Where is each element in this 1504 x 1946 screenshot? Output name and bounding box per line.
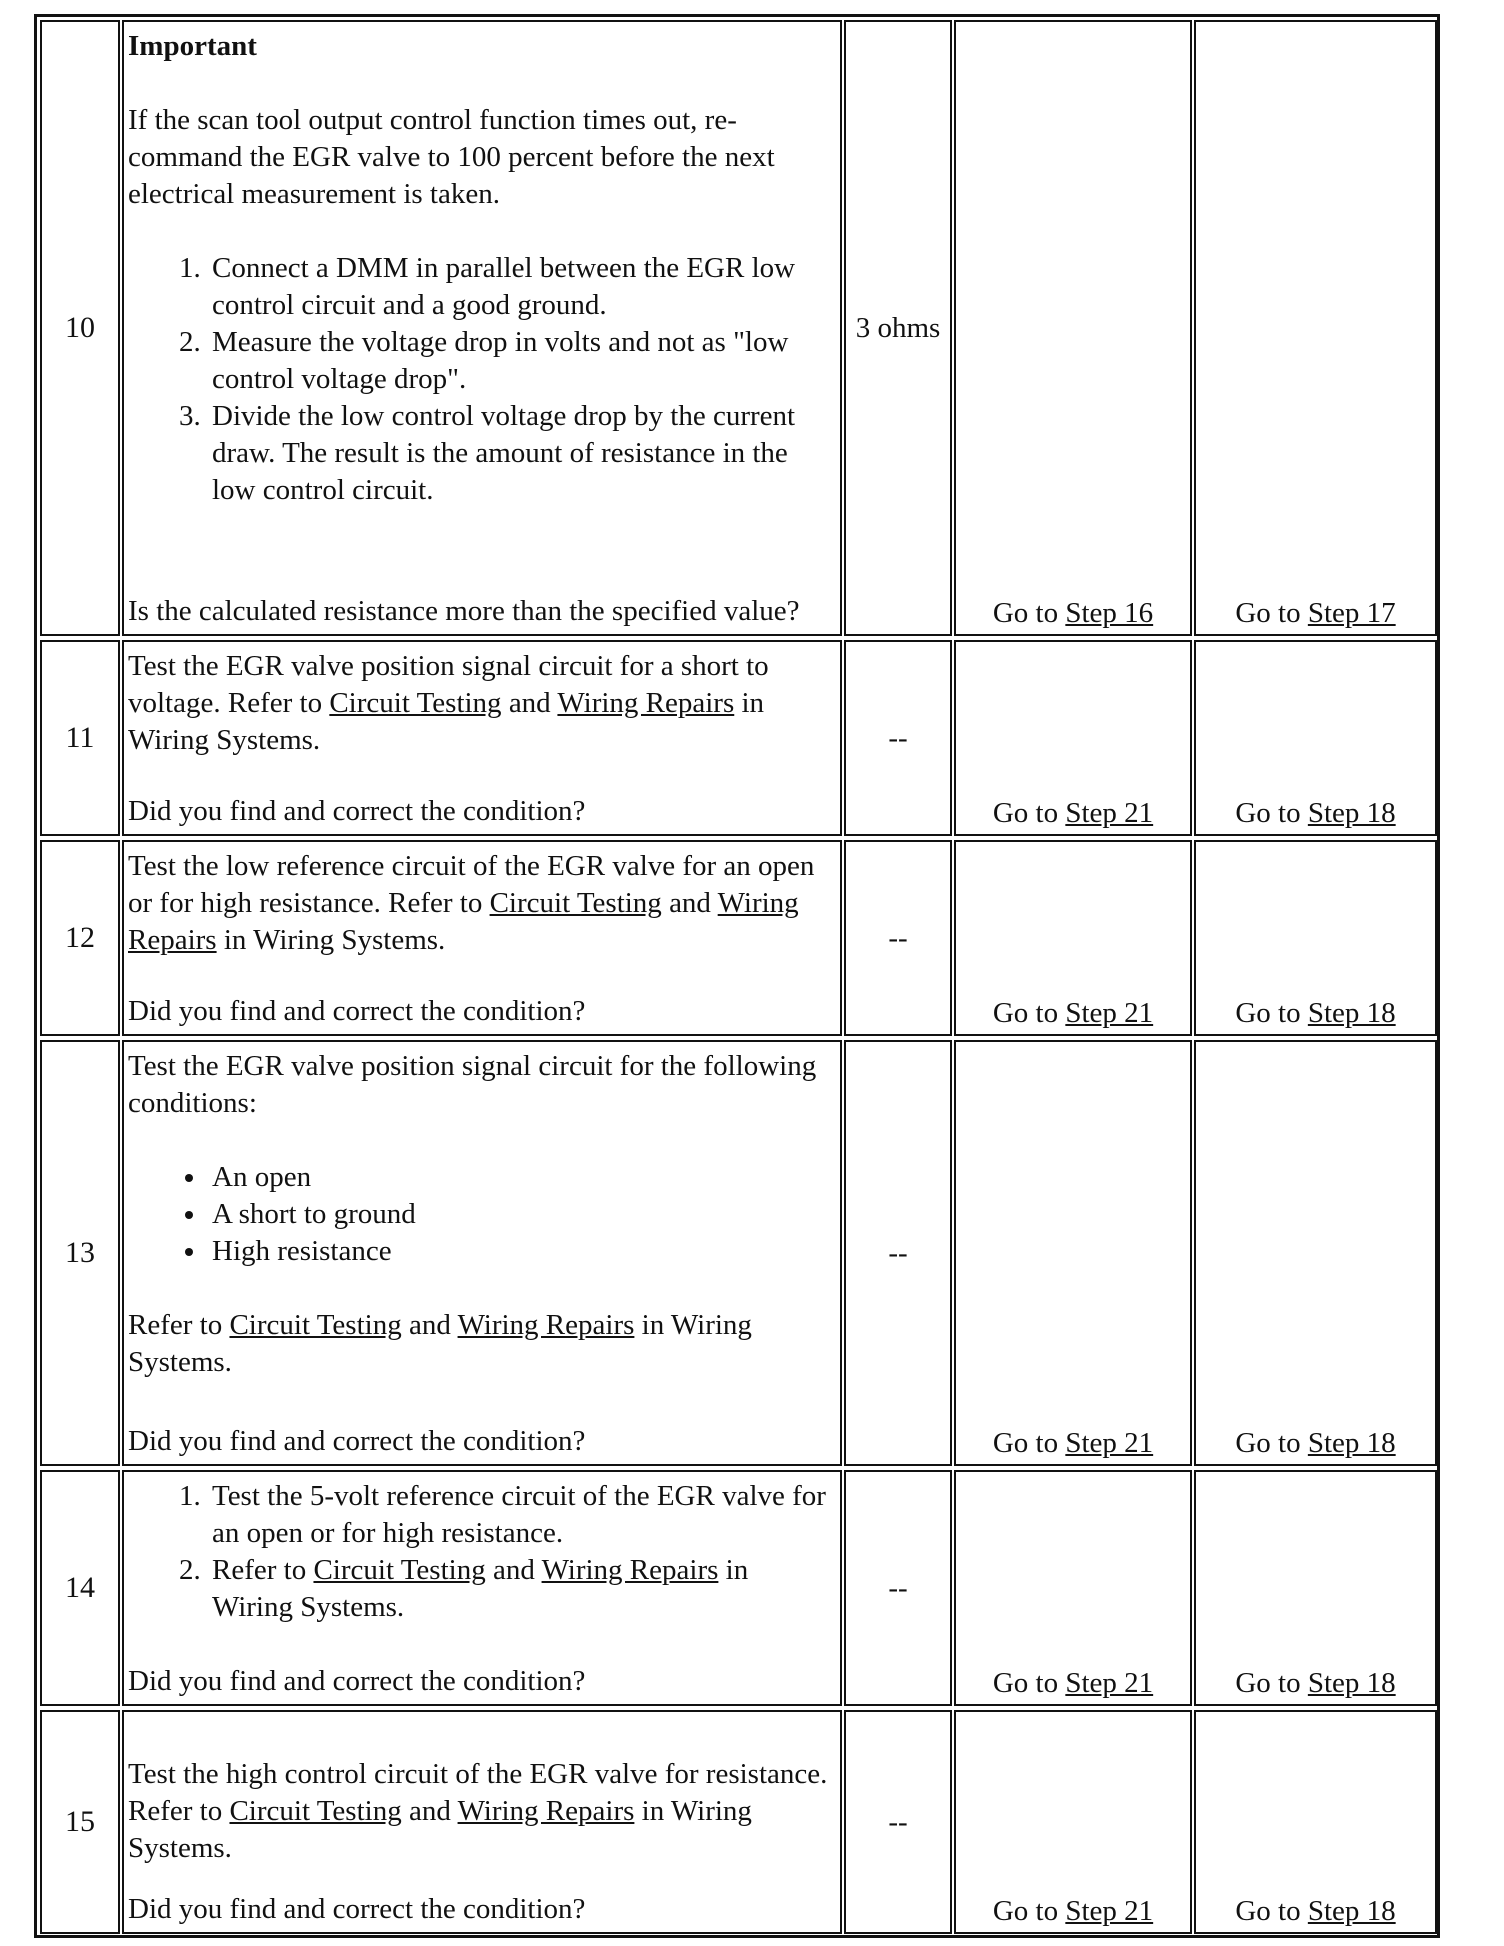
action-text-part: and [408, 1309, 451, 1341]
goto-prefix: Go to [1235, 1667, 1301, 1699]
circuit-testing-link[interactable]: Circuit Testing [489, 887, 662, 919]
list-item [208, 1552, 830, 1626]
wiring-repairs-link[interactable]: Wiring Repairs [128, 887, 799, 956]
action-cell [122, 1470, 842, 1706]
step-link[interactable]: Step 18 [1307, 997, 1396, 1029]
list-item: 1. Connect a DMM in parallel between the EGR low control circuit and a good ground. [208, 250, 830, 324]
value-cell: -- [844, 1710, 952, 1934]
wiring-repairs-link[interactable]: Wiring Repairs [557, 687, 735, 719]
action-text-part: and [508, 687, 551, 719]
wiring-repairs-link[interactable]: Wiring Repairs [457, 1309, 635, 1341]
important-label: Important [128, 30, 257, 62]
no-cell [1194, 840, 1437, 1036]
step-number: 13 [40, 1040, 120, 1466]
goto-prefix: Go to [1235, 1427, 1301, 1459]
no-cell [1194, 1470, 1437, 1706]
step-link[interactable]: Step 21 [1065, 997, 1154, 1029]
action-cell [122, 1040, 842, 1466]
list-item: 2. Measure the voltage drop in volts and not as "low control voltage drop". [208, 324, 830, 398]
circuit-testing-link[interactable]: Circuit Testing [329, 687, 502, 719]
goto-prefix: Go to [992, 997, 1059, 1029]
question-text: Did you find and correct the condition? [128, 1665, 586, 1697]
value-cell: -- [844, 1470, 952, 1706]
value-cell: -- [844, 1040, 952, 1466]
list-item: • A short to ground [208, 1196, 830, 1233]
important-text: If the scan tool output control function times out, re-command the EGR valve to 100 percent before the next electrical measurement is taken. [128, 104, 775, 210]
step-link[interactable]: Step 21 [1065, 1667, 1154, 1699]
goto-prefix: Go to [992, 597, 1059, 629]
question-text: Did you find and correct the condition? [128, 795, 586, 827]
goto-prefix: Go to [992, 1427, 1059, 1459]
action-text-part: Test the high control circuit of the EGR valve for resistance. Refer to [128, 1758, 828, 1827]
action-text-part: in Wiring Systems. [128, 687, 765, 756]
goto-prefix: Go to [992, 797, 1059, 829]
no-cell [1194, 20, 1437, 636]
circuit-testing-link[interactable]: Circuit Testing [229, 1795, 402, 1827]
action-text-part: in Wiring Systems. [128, 1309, 752, 1378]
step-link[interactable]: Step 16 [1065, 597, 1154, 629]
table-row [37, 640, 1437, 836]
table-row [37, 1470, 1437, 1706]
action-text [128, 848, 830, 959]
table-row [37, 840, 1437, 1036]
step-number: 15 [40, 1710, 120, 1934]
yes-cell [954, 1470, 1192, 1706]
action-text-part: Refer to [128, 1309, 223, 1341]
no-cell [1194, 1710, 1437, 1934]
condition-list [128, 1159, 830, 1270]
goto-prefix: Go to [1235, 797, 1301, 829]
step-number: 11 [40, 640, 120, 836]
yes-cell [954, 20, 1192, 636]
step-link[interactable]: Step 18 [1307, 1427, 1396, 1459]
circuit-testing-link[interactable]: Circuit Testing [313, 1554, 486, 1586]
no-cell [1194, 1040, 1437, 1466]
intro-text: Test the EGR valve position signal circuit for the following conditions: [128, 1050, 817, 1119]
action-text [128, 1756, 830, 1867]
action-text-part: and [492, 1554, 535, 1586]
action-text-part: in Wiring Systems. [223, 924, 446, 956]
action-text-part: and [669, 887, 711, 919]
question-text: Did you find and correct the condition? [128, 1893, 586, 1925]
yes-cell [954, 840, 1192, 1036]
step-link[interactable]: Step 17 [1307, 597, 1396, 629]
action-text-part: and [408, 1795, 451, 1827]
question-text: Is the calculated resistance more than the specified value? [128, 595, 800, 627]
action-cell [122, 840, 842, 1036]
step-number: 12 [40, 840, 120, 1036]
step-number: 10 [40, 20, 120, 636]
wiring-repairs-link[interactable]: Wiring Repairs [457, 1795, 635, 1827]
list-item: • High resistance [208, 1233, 830, 1270]
goto-prefix: Go to [992, 1667, 1059, 1699]
goto-prefix: Go to [992, 1895, 1059, 1927]
step-link[interactable]: Step 18 [1307, 1895, 1396, 1927]
action-text-part: in Wiring Systems. [128, 1795, 752, 1864]
table-row [37, 20, 1437, 636]
step-link[interactable]: Step 18 [1307, 797, 1396, 829]
no-cell [1194, 640, 1437, 836]
yes-cell [954, 1040, 1192, 1466]
wiring-repairs-link[interactable]: Wiring Repairs [541, 1554, 719, 1586]
value-cell: -- [844, 840, 952, 1036]
list-item: 1. Test the 5-volt reference circuit of the EGR valve for an open or for high resistance. [208, 1478, 830, 1552]
action-text-part: Test the EGR valve position signal circuit for a short to voltage. Refer to [128, 650, 769, 719]
list-item: • An open [208, 1159, 830, 1196]
action-cell [122, 1710, 842, 1934]
goto-prefix: Go to [1235, 997, 1301, 1029]
yes-cell [954, 640, 1192, 836]
question-text: Did you find and correct the condition? [128, 995, 586, 1027]
refer-text [128, 1307, 830, 1381]
table-row [37, 1710, 1437, 1934]
question-text: Did you find and correct the condition? [128, 1425, 586, 1457]
circuit-testing-link[interactable]: Circuit Testing [229, 1309, 402, 1341]
step-number: 14 [40, 1470, 120, 1706]
action-cell [122, 640, 842, 836]
action-text-part: Test the low reference circuit of the EGR valve for an open or for high resistance. Refer to [128, 850, 815, 919]
value-cell: -- [844, 640, 952, 836]
yes-cell [954, 1710, 1192, 1934]
step-link[interactable]: Step 21 [1065, 1895, 1154, 1927]
action-text-part: Refer to [212, 1554, 307, 1586]
step-list [128, 1478, 830, 1626]
goto-prefix: Go to [1235, 1895, 1301, 1927]
step-link[interactable]: Step 18 [1307, 1667, 1396, 1699]
step-link[interactable]: Step 21 [1065, 797, 1154, 829]
step-link[interactable]: Step 21 [1065, 1427, 1154, 1459]
list-item: 3. Divide the low control voltage drop by the current draw. The result is the amount of resistance in the low control circuit. [208, 398, 830, 509]
action-cell [122, 20, 842, 636]
action-text-part: in Wiring Systems. [212, 1554, 749, 1623]
action-text [128, 648, 830, 759]
step-list [128, 250, 830, 509]
table-row [37, 1040, 1437, 1466]
goto-prefix: Go to [1235, 597, 1301, 629]
procedure-table [34, 14, 1440, 1938]
value-cell: 3 ohms [844, 20, 952, 636]
